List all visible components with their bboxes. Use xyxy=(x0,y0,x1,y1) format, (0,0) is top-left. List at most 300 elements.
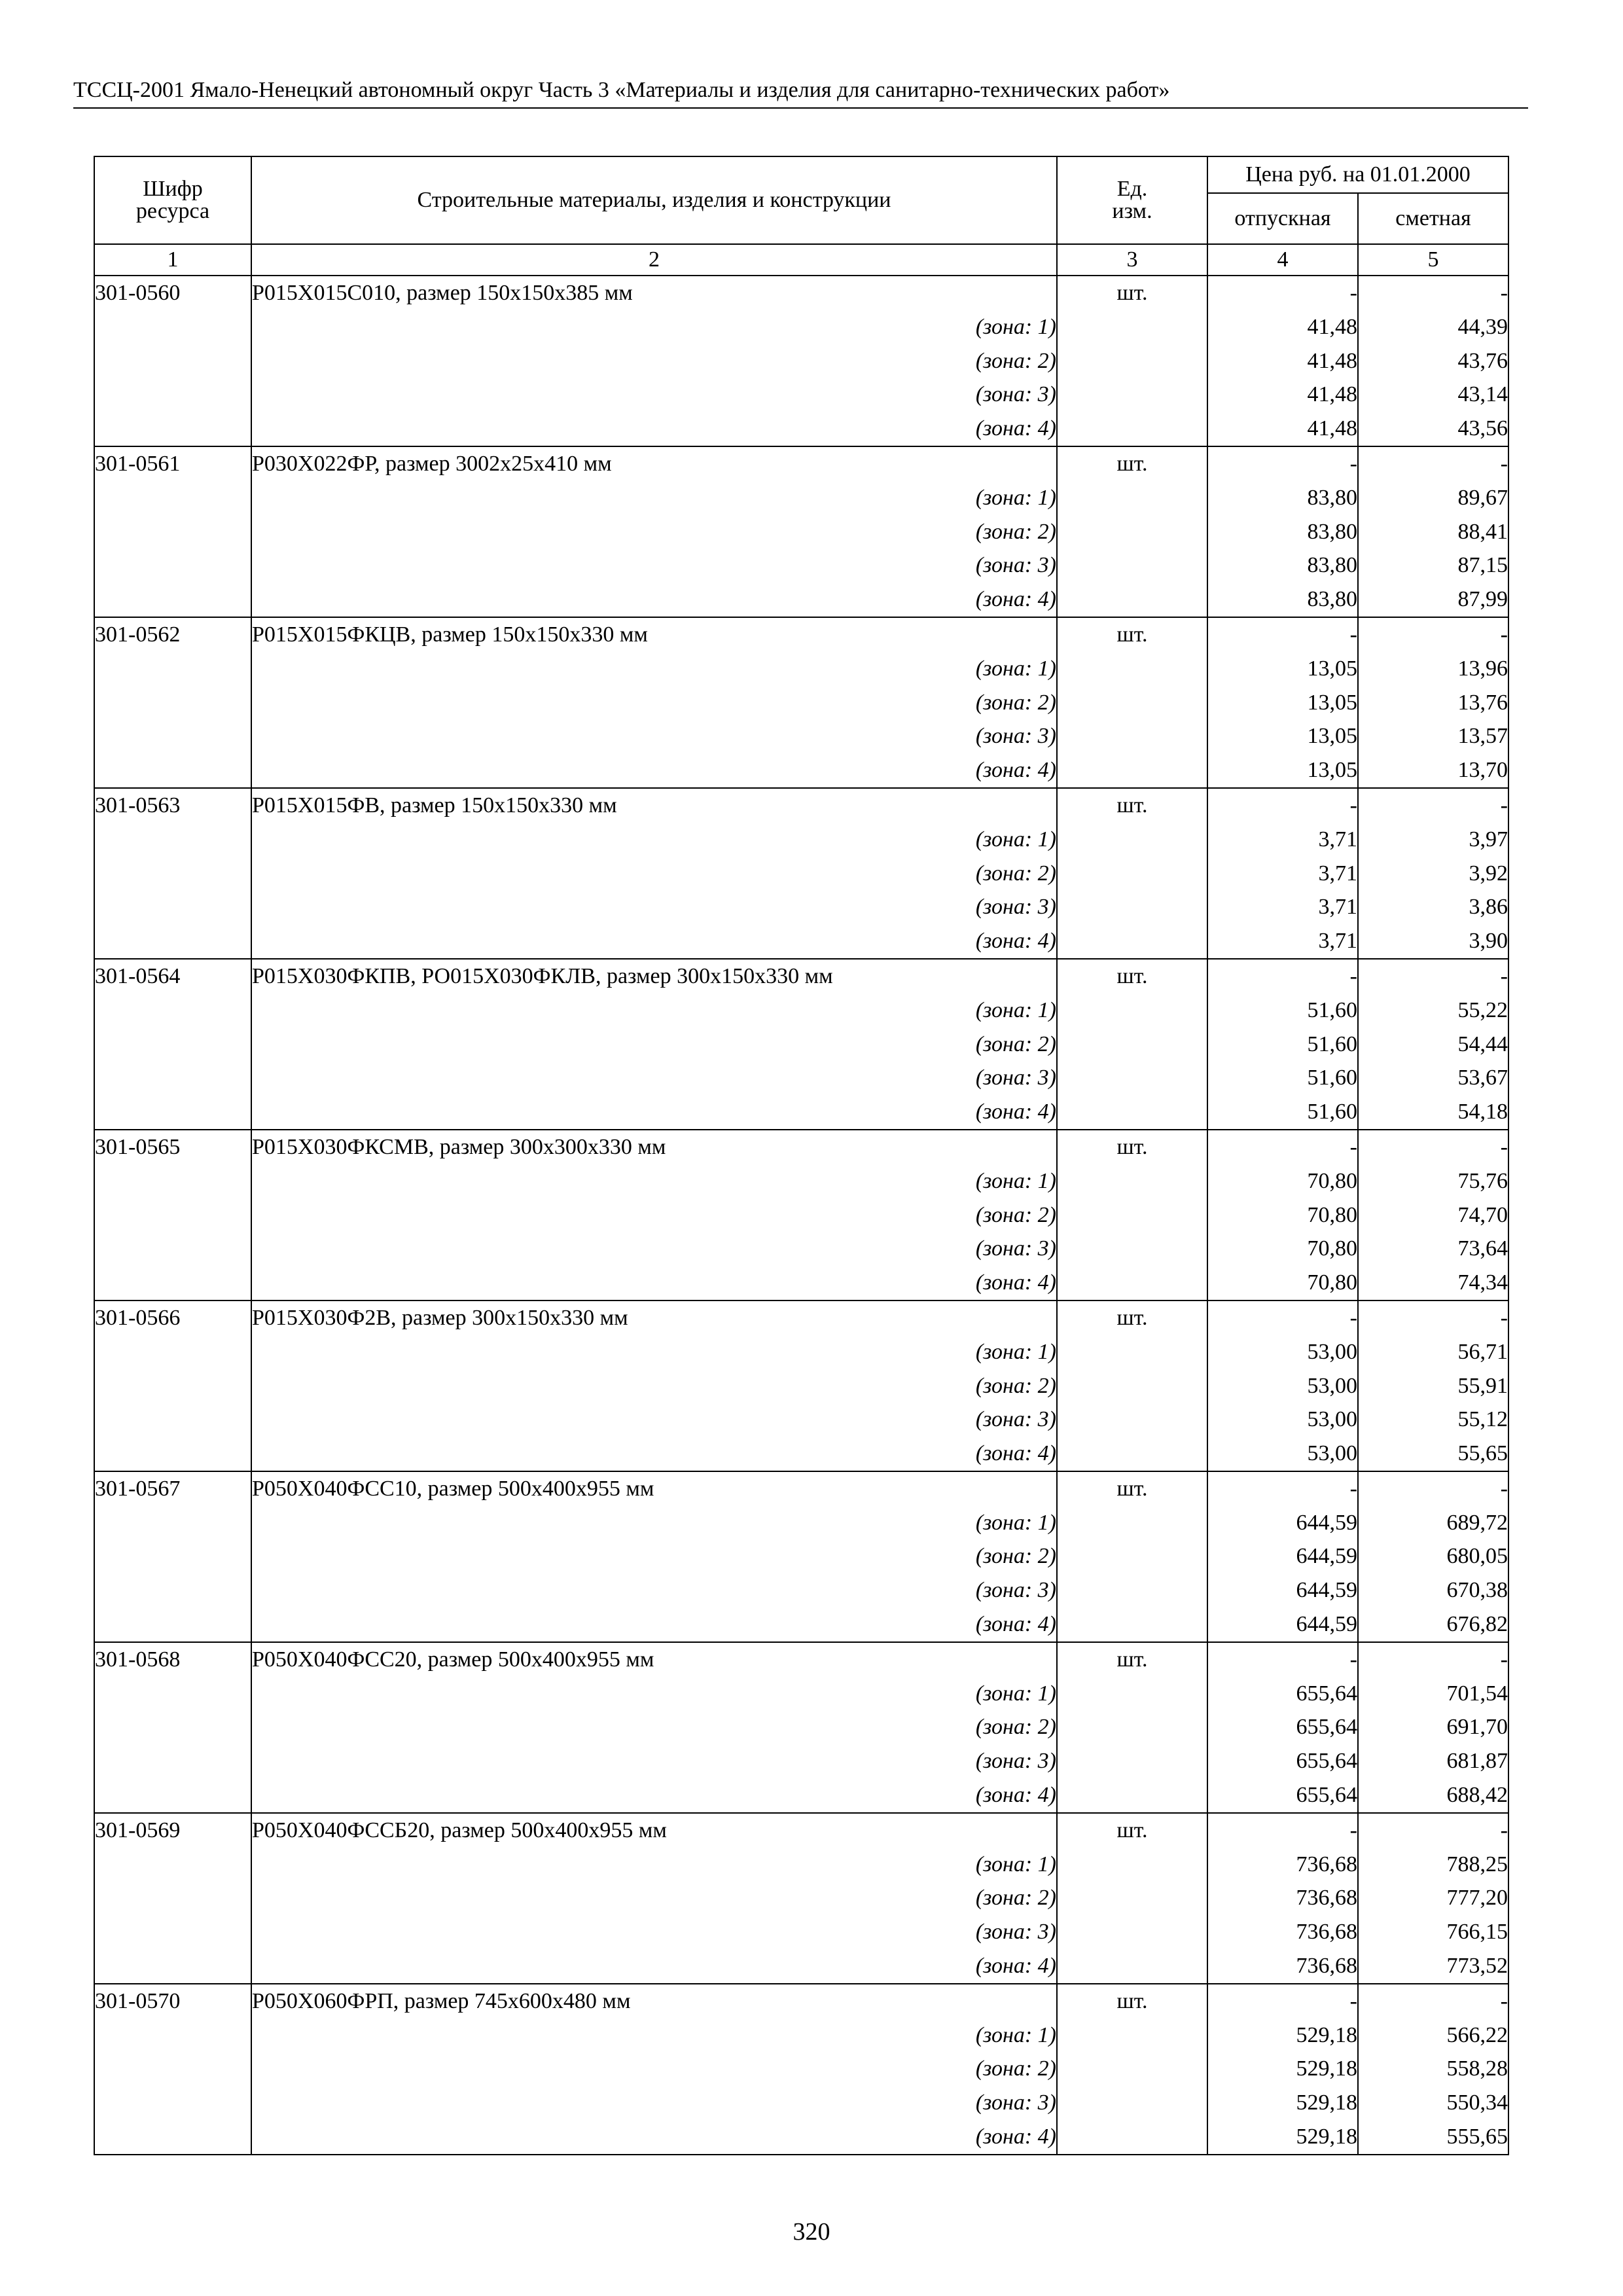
zone-estimate-price: 55,12 xyxy=(1358,1403,1508,1437)
resource-code-empty xyxy=(94,1607,251,1642)
zone-release-price: 51,60 xyxy=(1207,1028,1358,1062)
unit-of-measure: шт. xyxy=(1057,446,1207,481)
column-header-release: отпускная xyxy=(1207,193,1358,244)
zone-row xyxy=(94,1437,1508,1471)
zone-estimate-price: 53,67 xyxy=(1358,1061,1508,1095)
zone-row xyxy=(94,753,1508,788)
zone-label: (зона: 3) xyxy=(251,1573,1057,1607)
zone-estimate-price: 73,64 xyxy=(1358,1232,1508,1266)
table-row xyxy=(94,617,1508,652)
zone-estimate-price: 3,86 xyxy=(1358,890,1508,924)
resource-code-empty xyxy=(94,1677,251,1711)
zone-release-price: 70,80 xyxy=(1207,1232,1358,1266)
resource-code-empty xyxy=(94,1573,251,1607)
zone-row xyxy=(94,1198,1508,1232)
estimate-price: - xyxy=(1358,1813,1508,1848)
zone-label: (зона: 4) xyxy=(251,1437,1057,1471)
resource-code: 301-0566 xyxy=(94,1300,251,1335)
release-price: - xyxy=(1207,1642,1358,1677)
zone-release-price: 53,00 xyxy=(1207,1437,1358,1471)
zone-row xyxy=(94,378,1508,412)
zone-estimate-price: 3,90 xyxy=(1358,924,1508,959)
zone-row xyxy=(94,548,1508,583)
zone-label: (зона: 4) xyxy=(251,412,1057,446)
zone-estimate-price: 44,39 xyxy=(1358,310,1508,344)
resource-code-empty xyxy=(94,890,251,924)
zone-row xyxy=(94,583,1508,617)
unit-empty xyxy=(1057,1095,1207,1130)
resource-code: 301-0561 xyxy=(94,446,251,481)
material-name: Р015Х030ФКПВ, РО015Х030ФКЛВ, размер 300х150х330 мм xyxy=(251,959,1057,994)
column-header-estimate: сметная xyxy=(1358,193,1508,244)
zone-estimate-price: 3,97 xyxy=(1358,823,1508,857)
zone-label: (зона: 2) xyxy=(251,857,1057,891)
estimate-price: - xyxy=(1358,1130,1508,1164)
unit-empty xyxy=(1057,378,1207,412)
unit-empty xyxy=(1057,1198,1207,1232)
zone-row xyxy=(94,924,1508,959)
material-name: Р050Х060ФРП, размер 745х600х480 мм xyxy=(251,1984,1057,2018)
unit-of-measure: шт. xyxy=(1057,1130,1207,1164)
zone-label: (зона: 1) xyxy=(251,310,1057,344)
zone-label: (зона: 3) xyxy=(251,719,1057,753)
estimate-price: - xyxy=(1358,1984,1508,2018)
zone-release-price: 529,18 xyxy=(1207,2086,1358,2120)
zone-row xyxy=(94,310,1508,344)
table-row xyxy=(94,1130,1508,1164)
zone-row xyxy=(94,1710,1508,1744)
zone-label: (зона: 4) xyxy=(251,753,1057,788)
zone-label: (зона: 1) xyxy=(251,1848,1057,1882)
zone-row xyxy=(94,719,1508,753)
column-header-unit: Ед. изм. xyxy=(1057,156,1207,244)
zone-row xyxy=(94,1335,1508,1369)
zone-estimate-price: 777,20 xyxy=(1358,1881,1508,1915)
unit-of-measure: шт. xyxy=(1057,1471,1207,1506)
estimate-price: - xyxy=(1358,446,1508,481)
column-number: 5 xyxy=(1358,244,1508,276)
resource-code-empty xyxy=(94,1164,251,1198)
resource-code-empty xyxy=(94,1198,251,1232)
zone-row xyxy=(94,1506,1508,1540)
zone-row xyxy=(94,2086,1508,2120)
unit-empty xyxy=(1057,515,1207,549)
zone-release-price: 70,80 xyxy=(1207,1198,1358,1232)
zone-label: (зона: 4) xyxy=(251,583,1057,617)
zone-release-price: 644,59 xyxy=(1207,1539,1358,1573)
zone-release-price: 41,48 xyxy=(1207,310,1358,344)
zone-row xyxy=(94,2018,1508,2053)
zone-label: (зона: 4) xyxy=(251,1607,1057,1642)
zone-release-price: 655,64 xyxy=(1207,1778,1358,1813)
material-name: Р050Х040ФСС10, размер 500х400х955 мм xyxy=(251,1471,1057,1506)
zone-row xyxy=(94,1744,1508,1778)
zone-estimate-price: 3,92 xyxy=(1358,857,1508,891)
resource-code: 301-0567 xyxy=(94,1471,251,1506)
zone-release-price: 13,05 xyxy=(1207,719,1358,753)
table-row xyxy=(94,446,1508,481)
resource-code-empty xyxy=(94,1710,251,1744)
material-name: Р015Х030Ф2В, размер 300х150х330 мм xyxy=(251,1300,1057,1335)
zone-estimate-price: 676,82 xyxy=(1358,1607,1508,1642)
unit-empty xyxy=(1057,890,1207,924)
unit-empty xyxy=(1057,1335,1207,1369)
zone-label: (зона: 1) xyxy=(251,652,1057,686)
resource-code-empty xyxy=(94,1915,251,1949)
unit-empty xyxy=(1057,1028,1207,1062)
unit-empty xyxy=(1057,686,1207,720)
zone-label: (зона: 4) xyxy=(251,2120,1057,2155)
release-price: - xyxy=(1207,1130,1358,1164)
resource-code-empty xyxy=(94,515,251,549)
zone-row xyxy=(94,652,1508,686)
zone-estimate-price: 558,28 xyxy=(1358,2052,1508,2086)
zone-release-price: 70,80 xyxy=(1207,1164,1358,1198)
zone-row xyxy=(94,1232,1508,1266)
table-row xyxy=(94,1471,1508,1506)
zone-estimate-price: 43,14 xyxy=(1358,378,1508,412)
estimate-price: - xyxy=(1358,959,1508,994)
price-table-body xyxy=(94,276,1508,2155)
material-name: Р015Х015ФКЦВ, размер 150х150х330 мм xyxy=(251,617,1057,652)
zone-release-price: 70,80 xyxy=(1207,1266,1358,1300)
zone-label: (зона: 2) xyxy=(251,1198,1057,1232)
unit-empty xyxy=(1057,1573,1207,1607)
unit-empty xyxy=(1057,1232,1207,1266)
zone-row xyxy=(94,1061,1508,1095)
zone-release-price: 51,60 xyxy=(1207,994,1358,1028)
unit-of-measure: шт. xyxy=(1057,788,1207,823)
estimate-price: - xyxy=(1358,617,1508,652)
resource-code-empty xyxy=(94,1881,251,1915)
zone-row xyxy=(94,823,1508,857)
resource-code-empty xyxy=(94,1744,251,1778)
release-price: - xyxy=(1207,959,1358,994)
zone-estimate-price: 555,65 xyxy=(1358,2120,1508,2155)
material-name: Р030Х022ФР, размер 3002х25х410 мм xyxy=(251,446,1057,481)
unit-of-measure: шт. xyxy=(1057,276,1207,310)
estimate-price: - xyxy=(1358,1300,1508,1335)
zone-label: (зона: 3) xyxy=(251,548,1057,583)
zone-estimate-price: 701,54 xyxy=(1358,1677,1508,1711)
unit-empty xyxy=(1057,583,1207,617)
unit-empty xyxy=(1057,719,1207,753)
price-table xyxy=(94,156,1509,2155)
resource-code-empty xyxy=(94,1778,251,1813)
zone-release-price: 529,18 xyxy=(1207,2120,1358,2155)
zone-release-price: 736,68 xyxy=(1207,1915,1358,1949)
zone-label: (зона: 3) xyxy=(251,2086,1057,2120)
resource-code-empty xyxy=(94,310,251,344)
zone-release-price: 83,80 xyxy=(1207,481,1358,515)
unit-empty xyxy=(1057,1164,1207,1198)
unit-empty xyxy=(1057,481,1207,515)
zone-label: (зона: 3) xyxy=(251,890,1057,924)
resource-code-empty xyxy=(94,994,251,1028)
zone-release-price: 83,80 xyxy=(1207,515,1358,549)
resource-code-empty xyxy=(94,1369,251,1403)
resource-code-empty xyxy=(94,1232,251,1266)
resource-code-empty xyxy=(94,1028,251,1062)
unit-empty xyxy=(1057,1266,1207,1300)
zone-row xyxy=(94,1573,1508,1607)
page-header: ТССЦ-2001 Ямало-Ненецкий автономный округ Часть 3 «Материалы и изделия для санитарно-технических работ» xyxy=(73,76,1528,109)
zone-label: (зона: 2) xyxy=(251,1369,1057,1403)
resource-code-empty xyxy=(94,548,251,583)
estimate-price: - xyxy=(1358,1642,1508,1677)
resource-code-empty xyxy=(94,686,251,720)
unit-empty xyxy=(1057,344,1207,378)
zone-estimate-price: 681,87 xyxy=(1358,1744,1508,1778)
resource-code-empty xyxy=(94,2120,251,2155)
table-row xyxy=(94,1813,1508,1848)
resource-code-empty xyxy=(94,924,251,959)
zone-label: (зона: 1) xyxy=(251,1335,1057,1369)
zone-estimate-price: 74,34 xyxy=(1358,1266,1508,1300)
unit-empty xyxy=(1057,1061,1207,1095)
zone-row xyxy=(94,686,1508,720)
zone-release-price: 529,18 xyxy=(1207,2052,1358,2086)
zone-label: (зона: 1) xyxy=(251,481,1057,515)
unit-empty xyxy=(1057,1437,1207,1471)
column-header-price: Цена руб. на 01.01.2000 xyxy=(1207,156,1508,193)
resource-code-empty xyxy=(94,1949,251,1984)
page-number: 320 xyxy=(793,2218,830,2246)
resource-code-empty xyxy=(94,719,251,753)
zone-release-price: 736,68 xyxy=(1207,1848,1358,1882)
resource-code-empty xyxy=(94,2086,251,2120)
zone-release-price: 41,48 xyxy=(1207,412,1358,446)
unit-of-measure: шт. xyxy=(1057,959,1207,994)
zone-estimate-price: 566,22 xyxy=(1358,2018,1508,2053)
zone-row xyxy=(94,1095,1508,1130)
estimate-price: - xyxy=(1358,276,1508,310)
resource-code-empty xyxy=(94,1848,251,1882)
zone-row xyxy=(94,344,1508,378)
resource-code-empty xyxy=(94,652,251,686)
zone-label: (зона: 4) xyxy=(251,924,1057,959)
resource-code: 301-0560 xyxy=(94,276,251,310)
zone-label: (зона: 1) xyxy=(251,1677,1057,1711)
zone-row xyxy=(94,481,1508,515)
zone-estimate-price: 788,25 xyxy=(1358,1848,1508,1882)
zone-label: (зона: 1) xyxy=(251,2018,1057,2053)
zone-label: (зона: 1) xyxy=(251,1164,1057,1198)
zone-release-price: 51,60 xyxy=(1207,1061,1358,1095)
column-header-code: Шифр ресурса xyxy=(94,156,251,244)
zone-estimate-price: 55,65 xyxy=(1358,1437,1508,1471)
zone-estimate-price: 550,34 xyxy=(1358,2086,1508,2120)
zone-release-price: 3,71 xyxy=(1207,924,1358,959)
release-price: - xyxy=(1207,1300,1358,1335)
zone-estimate-price: 680,05 xyxy=(1358,1539,1508,1573)
zone-row xyxy=(94,1539,1508,1573)
zone-label: (зона: 4) xyxy=(251,1095,1057,1130)
zone-row xyxy=(94,2120,1508,2155)
unit-empty xyxy=(1057,1506,1207,1540)
material-name: Р050Х040ФССБ20, размер 500х400х955 мм xyxy=(251,1813,1057,1848)
zone-label: (зона: 3) xyxy=(251,378,1057,412)
zone-estimate-price: 75,76 xyxy=(1358,1164,1508,1198)
zone-estimate-price: 688,42 xyxy=(1358,1778,1508,1813)
zone-estimate-price: 89,67 xyxy=(1358,481,1508,515)
unit-empty xyxy=(1057,823,1207,857)
unit-empty xyxy=(1057,753,1207,788)
resource-code-empty xyxy=(94,1539,251,1573)
unit-empty xyxy=(1057,2052,1207,2086)
zone-row xyxy=(94,1607,1508,1642)
release-price: - xyxy=(1207,446,1358,481)
resource-code-empty xyxy=(94,1266,251,1300)
zone-release-price: 3,71 xyxy=(1207,890,1358,924)
zone-release-price: 644,59 xyxy=(1207,1573,1358,1607)
unit-empty xyxy=(1057,1915,1207,1949)
zone-estimate-price: 56,71 xyxy=(1358,1335,1508,1369)
zone-estimate-price: 87,99 xyxy=(1358,583,1508,617)
material-name: Р050Х040ФСС20, размер 500х400х955 мм xyxy=(251,1642,1057,1677)
unit-empty xyxy=(1057,2086,1207,2120)
zone-release-price: 53,00 xyxy=(1207,1369,1358,1403)
zone-estimate-price: 74,70 xyxy=(1358,1198,1508,1232)
zone-estimate-price: 43,76 xyxy=(1358,344,1508,378)
zone-label: (зона: 2) xyxy=(251,344,1057,378)
unit-empty xyxy=(1057,1677,1207,1711)
release-price: - xyxy=(1207,276,1358,310)
zone-row xyxy=(94,1369,1508,1403)
resource-code: 301-0563 xyxy=(94,788,251,823)
resource-code-empty xyxy=(94,583,251,617)
resource-code-empty xyxy=(94,753,251,788)
zone-estimate-price: 773,52 xyxy=(1358,1949,1508,1984)
zone-release-price: 655,64 xyxy=(1207,1744,1358,1778)
zone-label: (зона: 1) xyxy=(251,823,1057,857)
zone-release-price: 655,64 xyxy=(1207,1677,1358,1711)
resource-code-empty xyxy=(94,378,251,412)
zone-label: (зона: 2) xyxy=(251,515,1057,549)
zone-row xyxy=(94,1778,1508,1813)
column-header-name: Строительные материалы, изделия и конструкции xyxy=(251,156,1057,244)
column-number: 3 xyxy=(1057,244,1207,276)
zone-release-price: 3,71 xyxy=(1207,823,1358,857)
unit-empty xyxy=(1057,1539,1207,1573)
zone-label: (зона: 2) xyxy=(251,1028,1057,1062)
resource-code: 301-0570 xyxy=(94,1984,251,2018)
unit-empty xyxy=(1057,924,1207,959)
unit-empty xyxy=(1057,2018,1207,2053)
zone-release-price: 83,80 xyxy=(1207,548,1358,583)
release-price: - xyxy=(1207,1813,1358,1848)
zone-label: (зона: 3) xyxy=(251,1403,1057,1437)
unit-empty xyxy=(1057,310,1207,344)
zone-estimate-price: 13,70 xyxy=(1358,753,1508,788)
table-row xyxy=(94,1642,1508,1677)
resource-code-empty xyxy=(94,823,251,857)
zone-estimate-price: 13,76 xyxy=(1358,686,1508,720)
resource-code-empty xyxy=(94,1095,251,1130)
unit-of-measure: шт. xyxy=(1057,1300,1207,1335)
zone-release-price: 13,05 xyxy=(1207,753,1358,788)
zone-estimate-price: 670,38 xyxy=(1358,1573,1508,1607)
unit-of-measure: шт. xyxy=(1057,1642,1207,1677)
unit-of-measure: шт. xyxy=(1057,617,1207,652)
zone-release-price: 41,48 xyxy=(1207,378,1358,412)
unit-empty xyxy=(1057,652,1207,686)
table-row xyxy=(94,1984,1508,2018)
table-row xyxy=(94,959,1508,994)
estimate-price: - xyxy=(1358,1471,1508,1506)
unit-empty xyxy=(1057,1949,1207,1984)
resource-code-empty xyxy=(94,1061,251,1095)
zone-label: (зона: 1) xyxy=(251,1506,1057,1540)
zone-row xyxy=(94,1915,1508,1949)
resource-code: 301-0565 xyxy=(94,1130,251,1164)
resource-code-empty xyxy=(94,1403,251,1437)
release-price: - xyxy=(1207,788,1358,823)
resource-code: 301-0568 xyxy=(94,1642,251,1677)
zone-estimate-price: 691,70 xyxy=(1358,1710,1508,1744)
zone-release-price: 41,48 xyxy=(1207,344,1358,378)
zone-label: (зона: 3) xyxy=(251,1915,1057,1949)
unit-empty xyxy=(1057,1710,1207,1744)
zone-release-price: 51,60 xyxy=(1207,1095,1358,1130)
zone-label: (зона: 2) xyxy=(251,2052,1057,2086)
zone-label: (зона: 3) xyxy=(251,1061,1057,1095)
resource-code-empty xyxy=(94,2018,251,2053)
zone-release-price: 655,64 xyxy=(1207,1710,1358,1744)
zone-release-price: 644,59 xyxy=(1207,1607,1358,1642)
zone-label: (зона: 2) xyxy=(251,1881,1057,1915)
zone-row xyxy=(94,994,1508,1028)
zone-estimate-price: 689,72 xyxy=(1358,1506,1508,1540)
zone-release-price: 529,18 xyxy=(1207,2018,1358,2053)
zone-label: (зона: 1) xyxy=(251,994,1057,1028)
zone-row xyxy=(94,1164,1508,1198)
zone-estimate-price: 55,22 xyxy=(1358,994,1508,1028)
resource-code: 301-0562 xyxy=(94,617,251,652)
zone-row xyxy=(94,1677,1508,1711)
zone-release-price: 736,68 xyxy=(1207,1949,1358,1984)
zone-estimate-price: 54,18 xyxy=(1358,1095,1508,1130)
column-number: 2 xyxy=(251,244,1057,276)
resource-code: 301-0564 xyxy=(94,959,251,994)
zone-label: (зона: 2) xyxy=(251,1710,1057,1744)
unit-empty xyxy=(1057,1744,1207,1778)
zone-release-price: 3,71 xyxy=(1207,857,1358,891)
zone-release-price: 53,00 xyxy=(1207,1335,1358,1369)
unit-empty xyxy=(1057,1848,1207,1882)
unit-of-measure: шт. xyxy=(1057,1984,1207,2018)
release-price: - xyxy=(1207,617,1358,652)
estimate-price: - xyxy=(1358,788,1508,823)
zone-row xyxy=(94,412,1508,446)
zone-release-price: 13,05 xyxy=(1207,686,1358,720)
zone-label: (зона: 2) xyxy=(251,1539,1057,1573)
zone-release-price: 53,00 xyxy=(1207,1403,1358,1437)
resource-code-empty xyxy=(94,481,251,515)
zone-estimate-price: 13,96 xyxy=(1358,652,1508,686)
zone-row xyxy=(94,1881,1508,1915)
unit-empty xyxy=(1057,994,1207,1028)
unit-empty xyxy=(1057,1778,1207,1813)
unit-empty xyxy=(1057,1403,1207,1437)
resource-code-empty xyxy=(94,1506,251,1540)
resource-code: 301-0569 xyxy=(94,1813,251,1848)
table-row xyxy=(94,276,1508,310)
zone-estimate-price: 43,56 xyxy=(1358,412,1508,446)
zone-release-price: 644,59 xyxy=(1207,1506,1358,1540)
material-name: Р015Х015ФВ, размер 150х150х330 мм xyxy=(251,788,1057,823)
column-number: 4 xyxy=(1207,244,1358,276)
